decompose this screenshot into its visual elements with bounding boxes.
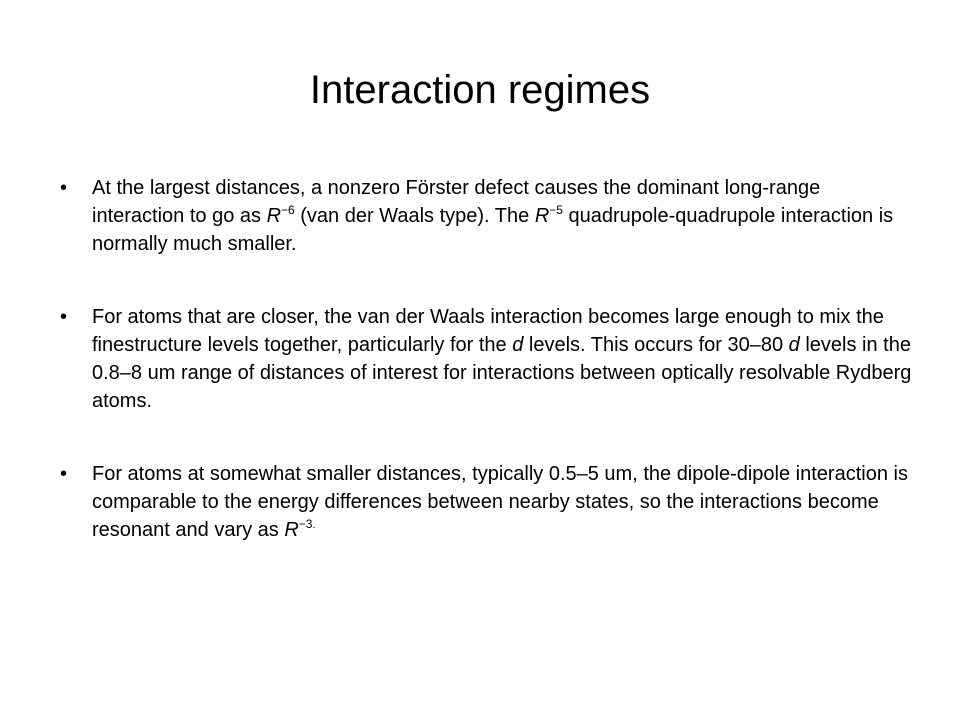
bullet-item-far-distances — [58, 174, 918, 258]
bullet-item-smaller-distances — [58, 460, 918, 544]
bullet-list — [58, 174, 918, 589]
variable-r: R — [284, 519, 299, 541]
exponent: −6 — [281, 203, 295, 217]
exponent: −5 — [549, 203, 563, 217]
bullet-text: At the largest distances, a nonzero Förster defect causes the dominant long-range interaction to go as $R^{-6}$ (van der Waals type). The $R^{-5}$ quadrupole-quadrupole interaction is normally much smaller. — [92, 177, 894, 255]
bullet-point-icon: • — [60, 177, 68, 199]
slide-title: Interaction regimes — [309, 68, 651, 112]
variable-r: R — [534, 205, 550, 227]
exponent-period: . — [312, 519, 316, 531]
italic-d: d — [788, 334, 800, 356]
bullet-text: For atoms at somewhat smaller distances, typically 0.5–5 um, the dipole-dipole interaction is comparable to the energy differences between nearby states, so the interactions become resonant and vary as $R^{-3.}$ — [92, 463, 908, 541]
variable-r: R — [266, 205, 282, 227]
bullet-point-icon: • — [60, 463, 68, 485]
bullet-text: For atoms that are closer, the van der Waals interaction becomes large enough to mix the finestructure levels together, particularly for the d levels. This occurs for 30–80 d levels in the 0.8–8 um range of distances of interest for interactions between optically resolvable Rydberg atoms. — [92, 306, 912, 412]
exponent: −3 — [298, 517, 313, 531]
bullet-point-icon: • — [60, 306, 68, 328]
bullet-item-closer-atoms — [58, 303, 918, 415]
italic-d: d — [512, 334, 524, 356]
